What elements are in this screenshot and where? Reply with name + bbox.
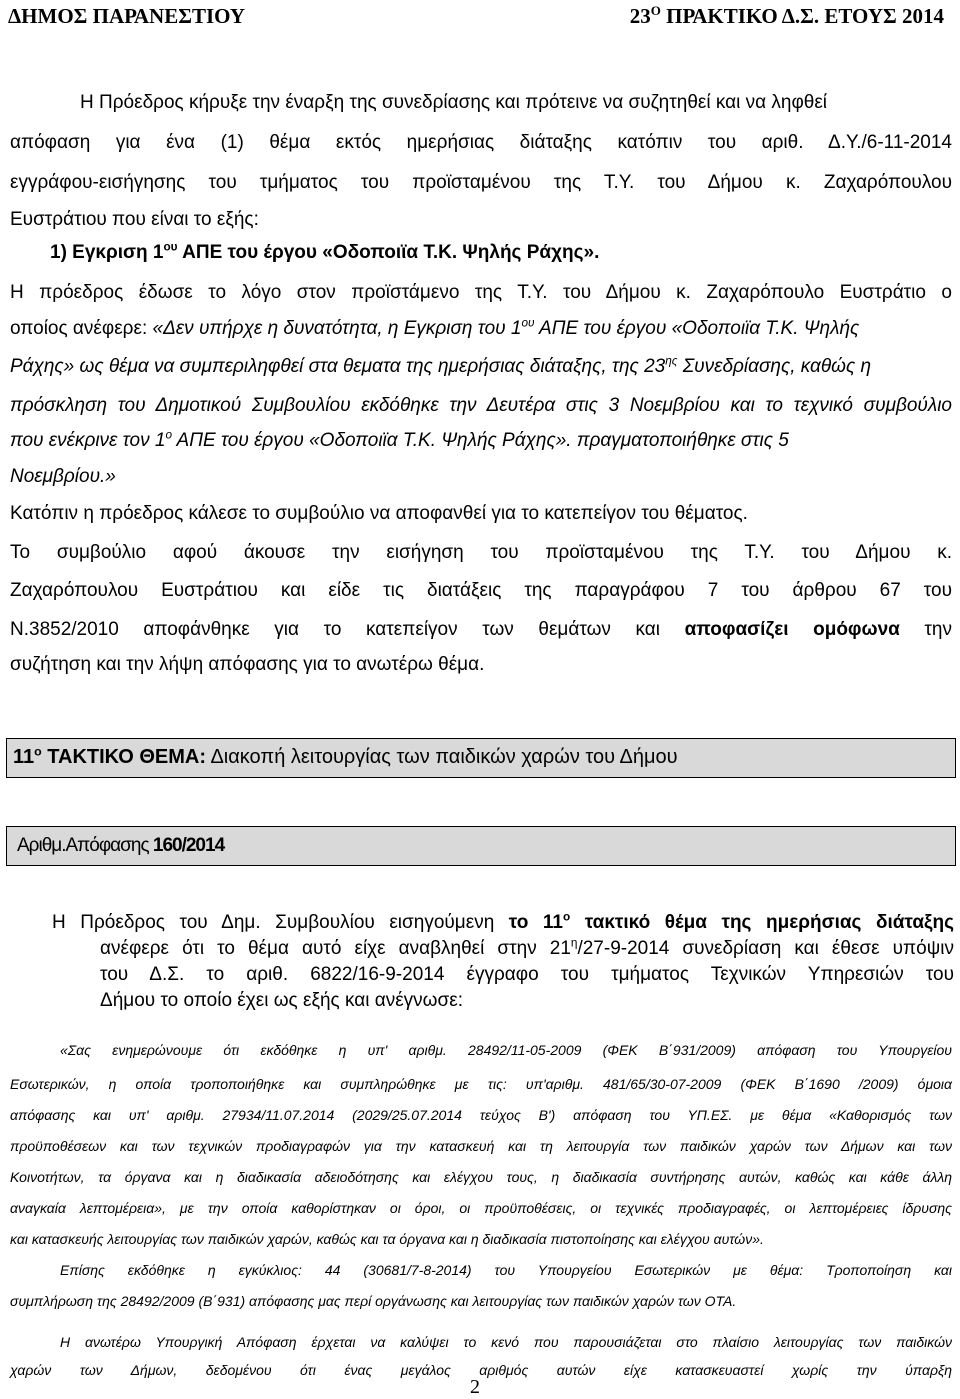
quote-line-11: χαρών των Δήμων, δεδομένου ότι ένας μεγάλος αριθμός αυτών είχε κατασκευαστεί χωρίς την ύπαρξη (10, 1362, 952, 1378)
quote-line-6: αναγκαία λεπτομέρεια», με την οποία καθορίστηκαν οι όροι, οι προϋποθέσεις, οι τεχνικές προδιαγραφές, οι λεπτομέρειες ίδρυσης (10, 1200, 952, 1216)
decision-number: Αριθμ.Απόφασης 160/2014 (17, 835, 225, 856)
quote-line-4: προϋποθέσεων και των τεχνικών προδιαγραφών για την κατασκευή και τη λειτουργία των παιδικών χαρών των Δήμων και των (10, 1138, 952, 1154)
quote-line-5: Κοινοτήτων, τα όργανα και η διαδικασία αδειοδότησης και ελέγχου τους, η διαδικασία συντήρησης αυτών, καθώς και κάθε άλλη (10, 1169, 952, 1185)
intro-line-2: απόφαση για ένα (1) θέμα εκτός ημερήσιας διάταξης κατόπιν του αριθ. Δ.Υ./6-11-2014 (10, 132, 952, 153)
speaker-line-2: ανέφερε ότι το θέμα αυτό είχε αναβληθεί στην $21^\eta/27-9-2014$ συνεδρίαση και έθεσε υπόψιν (100, 936, 955, 959)
para2-line-6: Νοεμβρίου.» (10, 466, 116, 487)
quote-line-9: συμπλήρωση της 28492/2009 (Β΄931) απόφασης μας περί οργάνωσης και λειτουργίας των παιδικών χαρών των ΟΤΑ. (10, 1293, 737, 1309)
header-minutes-title: $23^O$ ΠΡΑΚΤΙΚΟ Δ.Σ. ΕΤΟΥΣ 2014 (629, 3, 944, 28)
quote-line-10: Η ανωτέρω Υπουργική Απόφαση έρχεται να καλύψει το κενό που παρουσιάζεται στο πλαίσιο λειτουργίας των παιδικών (60, 1334, 952, 1350)
para3-line-2: Το συμβούλιο αφού άκουσε την εισήγηση του προϊσταμένου της Τ.Υ. του Δήμου κ. (10, 542, 952, 563)
para2-line-5: που ενέκρινε τον $1^o$ ΑΠΕ του έργου «Οδοποιϊα Τ.Κ. Ψηλής Ράχης». πραγματοποιήθηκε στις 5 (10, 428, 789, 451)
quote-line-2: Εσωτερικών, η οποία τροποποιήθηκε και συμπληρώθηκε με τις: υπ'αριθμ. 481/65/30-07-2009 (ΦΕΚ Β΄1690 /2009) όμοια (10, 1076, 952, 1092)
para3-line-1: Κατόπιν η πρόεδρος κάλεσε το συμβούλιο να αποφανθεί για το κατεπείγον του θέματος. (10, 503, 748, 524)
para3-line-5: συζήτηση και την λήψη απόφασης για το ανωτέρω θέμα. (10, 654, 485, 675)
decision-number-box (6, 826, 956, 866)
quote-line-8: Επίσης εκδόθηκε η εγκύκλιος: 44 (30681/7-8-2014) του Υπουργείου Εσωτερικών με θέμα: Τροποποίηση και (60, 1262, 952, 1278)
para3-line-3: Ζαχαρόπουλου Ευστράτιου και είδε τις διατάξεις της παραγράφου 7 του άρθρου 67 του (10, 580, 952, 601)
topic-heading-box (6, 738, 956, 778)
intro-line-3: εγγράφου-εισήγησης του τμήματος του προϊσταμένου της Τ.Υ. του Δήμου κ. Ζαχαρόπουλου (10, 172, 952, 193)
page-number: 2 (470, 1376, 480, 1398)
para2-line-4: πρόσκληση του Δημοτικού Συμβουλίου εκδόθηκε την Δευτέρα στις 3 Νοεμβρίου και το τεχνικό συμβούλιο (10, 395, 952, 416)
header-municipality: ΔΗΜΟΣ ΠΑΡΑΝΕΣΤΙΟΥ (8, 4, 246, 28)
quote-line-7: και κατασκευής λειτουργίας των παιδικών χαρών, καθώς και τα όργανα και η διαδικασία πιστοποίησης και ελέγχου αυτών». (10, 1231, 764, 1247)
quote-line-3: απόφασης και υπ' αριθμ. 27934/11.07.2014 (2029/25.07.2014 τεύχος Β') απόφαση του ΥΠ.ΕΣ. με θέμα «Καθορισμός των (10, 1107, 952, 1123)
speaker-line-1: Η Πρόεδρος του Δημ. Συμβουλίου εισηγούμενη το $11^o$ τακτικό θέμα της ημερήσιας διάταξης (52, 910, 955, 933)
agenda-item-1: 1) Εγκριση $1^{o\upsilon}$ ΑΠΕ του έργου «Οδοποιϊα Τ.Κ. Ψηλής Ράχης». (50, 240, 600, 263)
running-header (8, 2, 944, 30)
quote-line-1: «Σας ενημερώνουμε ότι εκδόθηκε η υπ' αριθμ. 28492/11-05-2009 (ΦΕΚ Β΄931/2009) απόφαση του Υπουργείου (60, 1042, 952, 1058)
para2-line-1: Η πρόεδρος έδωσε το λόγο στον προϊστάμενο της Τ.Υ. του Δήμου κ. Ζαχαρόπουλο Ευστράτιο ο (10, 282, 952, 303)
para3-line-4: Ν.3852/2010 αποφάνθηκε για το κατεπείγον των θεμάτων και αποφασίζει ομόφωνα την (10, 619, 952, 640)
para2-line-2: οποίος ανέφερε: «Δεν υπήρχε η δυνατότητα, η Εγκριση του $1^{o\upsilon}$ ΑΠΕ του έργου «Οδοποιϊα Τ.Κ. Ψηλής (10, 316, 860, 339)
speaker-line-3: του Δ.Σ. το αριθ. 6822/16-9-2014 έγγραφο του τμήματος Τεχνικών Υπηρεσιών του (100, 964, 954, 985)
intro-line-1: Η Πρόεδρος κήρυξε την έναρξη της συνεδρίασης και πρότεινε να συζητηθεί και να ληφθεί (80, 92, 828, 113)
para2-line-3: Ράχης» ως θέμα να συμπεριληφθεί στα θεματα της ημερήσιας διάταξης, της $23^{\eta\varsigma}$ Συνεδρίασης, καθώς η (10, 354, 872, 377)
speaker-line-4: Δήμου το οποίο έχει ως εξής και ανέγνωσε: (100, 990, 463, 1011)
topic-heading: $11^o$ ΤΑΚΤΙΚΟ ΘΕΜΑ: Διακοπή λειτουργίας των παιδικών χαρών του Δήμου (13, 744, 678, 768)
intro-line-4: Ευστράτιου που είναι το εξής: (10, 209, 259, 230)
